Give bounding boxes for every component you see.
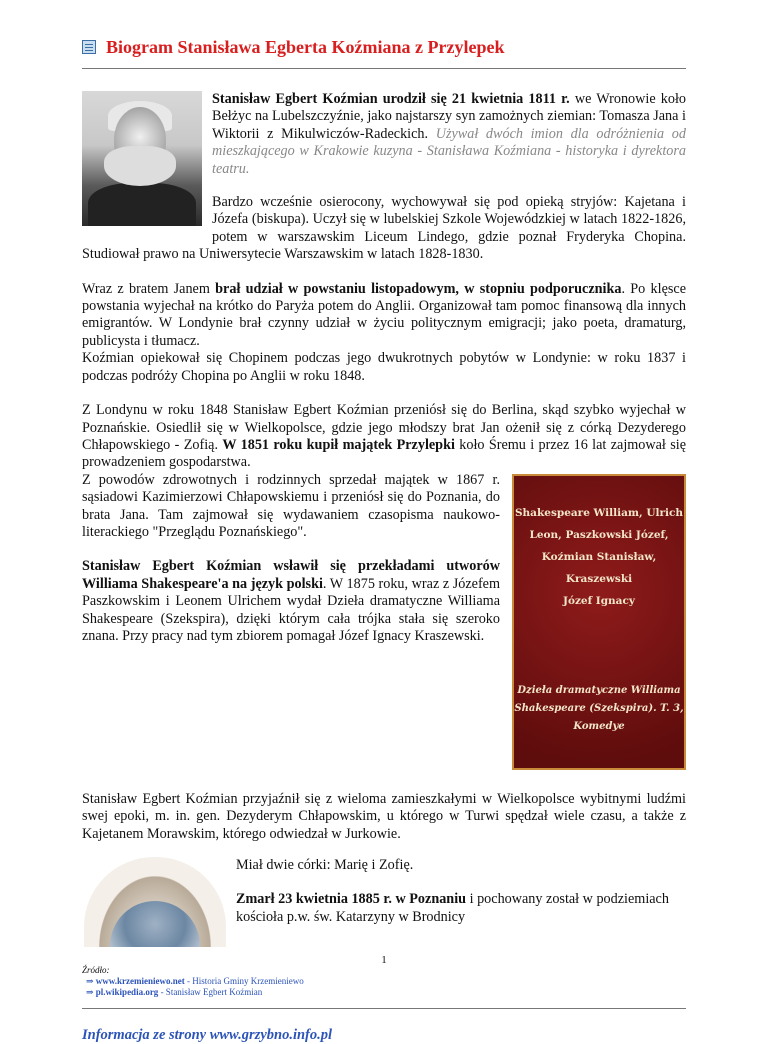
portrait-image	[82, 91, 202, 226]
book-title-line: Dzieła dramatyczne Williama	[517, 684, 681, 696]
book-author-line: Koźmian Stanisław, Kraszewski	[541, 550, 657, 585]
book-title-line: Komedye	[573, 720, 625, 732]
page-number: 1	[381, 954, 387, 966]
source-item: ⇒ pl.wikipedia.org - Stanisław Egbert Koźmian	[86, 986, 263, 997]
paragraph-shakespeare: Stanisław Egbert Koźmian wsławił się przekładami utworów Williama Shakespeare'a na język polski. W 1875 roku, wraz z Józefem Paszkowskim i Leonem Ulrichem wydał Dzieła dramatyczne Williama Shakespeare (Szekspira), dzięki którym cała trójka stała się szeroko znana. Przy pracy nad tym zbiorem pomagał Józef Ignacy Kraszewski.	[82, 558, 501, 644]
sources-block	[82, 965, 686, 998]
paragraph-birth: Stanisław Egbert Koźmian urodził się 21 kwietnia 1811 r. we Wronowie koło Bełżyc na Lubelszczyźnie, jako najstarszy syn zamożnych ziemian: Tomasza Jana i Wiktorii z Mikulwiczów-Radeckich. Używał dwóch imion dla odróżnienia od mieszkającego w Krakowie kuzyna - Stanisława Koźmiana - historyka i dyrektora teatru.	[212, 91, 687, 177]
paragraph-friends: Stanisław Egbert Koźmian przyjaźnił się z wieloma zamieszkałymi w Wielkopolsce wybitnymi ludźmi swej epoki, m. in. gen. Dezyderym Chłapowskim, u którego w Turwi spędzał wiele czasu, a także z Kajetanem Morawskim, którego odwiedzał w Jurkowie.	[82, 790, 686, 842]
source-item: ⇒ www.krzemieniewo.net - Historia Gminy Krzemieniewo	[86, 975, 304, 986]
document-page	[82, 28, 686, 1044]
source-link[interactable]: www.krzemieniewo.net	[95, 975, 185, 986]
footer-link[interactable]: www.grzybno.info.pl	[209, 1026, 333, 1043]
book-cover-image	[512, 474, 686, 770]
footer: Informacja ze strony www.grzybno.info.pl	[82, 1026, 333, 1043]
book-author-line: Leon, Paszkowski Józef,	[529, 528, 669, 541]
book-title-line: Shakespeare (Szekspira). T. 3,	[514, 702, 684, 714]
source-link[interactable]: pl.wikipedia.org	[95, 986, 159, 997]
paragraph-education: Bardzo wcześnie osierocony, wychowywał się pod opieką stryjów: Kajetana i Józefa (biskupa). Uczył się w lubelskiej Szkole Wojewódzkiej w latach 1822-1826, potem w warszawskim Liceum Lindego, gdzie poznał Fryderyka Chopina. Studiował prawo na Uniwersytecie Warszawskim w latach 1828-1830.	[82, 194, 686, 263]
paragraph-daughters: Miał dwie córki: Marię i Zofię.	[236, 856, 414, 873]
book-author-line: Józef Ignacy	[563, 594, 635, 607]
arrow-icon: ⇒	[86, 986, 94, 997]
document-icon	[82, 40, 96, 54]
title-row	[82, 28, 686, 66]
page-title: Biogram Stanisława Egberta Koźmiana z Przylepek	[106, 36, 505, 57]
paragraph-death: Zmarł 23 kwietnia 1885 r. w Poznaniu i pochowany został w podziemiach kościoła p.w. św. Katarzyny w Brodnicy	[236, 891, 669, 925]
footer-divider	[82, 1008, 686, 1009]
arrow-icon: ⇒	[86, 975, 94, 986]
paragraph-przylepki: Z Londynu w roku 1848 Stanisław Egbert Koźmian przeniósł się do Berlina, skąd szybko wyjechał w Poznańskie. Osiedlił się w Wielkopolsce, gdzie jego młodszy brat Jan ożenił się z córką Dezyderego Chłapowskiego - Zofią. W 1851 roku kupił majątek Przylepki koło Śremu i przez 16 lat zajmował się prowadzeniem gospodarstwa.	[82, 402, 686, 471]
paragraph-uprising: Wraz z bratem Janem brał udział w powstaniu listopadowym, w stopniu podporucznika. Po klęsce powstania wyjechał na krótko do Paryża potem do Anglii. Organizował tam pomoc finansową dla innych emigrantów. W Londynie brał czynny udział w życiu politycznym emigracji; jako poeta, dramaturg, publicysta i tłumacz. Koźmian opiekował się Chopinem podczas jego dwukrotnych pobytów w Londynie: w roku 1837 i podczas podróży Chopina po Anglii w roku 1848.	[82, 280, 686, 384]
paragraph-poznan: Z powodów zdrowotnych i rodzinnych sprzedał majątek w 1867 r. sąsiadowi Kazimierzowi Chłapowskiemu i przeniósł się do Poznania, do brata Jana. Tam zajmował się wydawaniem czasopisma naukowo-literackiego "Przeglądu Poznańskiego".	[82, 471, 500, 540]
book-author-line: Shakespeare William, Ulrich	[514, 506, 684, 519]
sources-label: Źródło:	[82, 964, 110, 975]
